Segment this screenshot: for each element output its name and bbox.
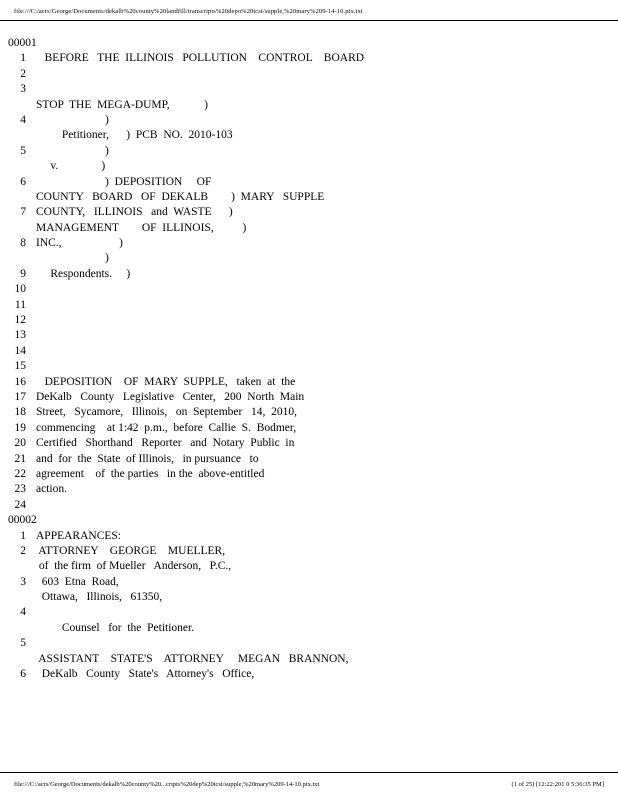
line-number: 9 (20, 267, 26, 280)
line-number: 12 (14, 314, 26, 327)
footer-divider (0, 772, 618, 773)
transcript-line (0, 482, 618, 497)
transcript-line (0, 498, 618, 513)
line-text: APPEARANCES: (36, 529, 121, 542)
header-divider (0, 20, 618, 21)
transcript-line (0, 621, 618, 636)
line-number: 1 (20, 529, 26, 542)
line-number: 24 (14, 498, 26, 511)
transcript-line (0, 128, 618, 143)
line-text: DeKalb County Legislative Center, 200 North Main (36, 390, 305, 403)
line-text: DEPOSITION OF MARY SUPPLE, taken at the (36, 375, 296, 388)
transcript-line (0, 544, 618, 559)
transcript-line (0, 313, 618, 328)
line-number: 16 (14, 375, 26, 388)
line-number: 3 (20, 575, 26, 588)
transcript-line (0, 267, 618, 282)
line-number: 5 (20, 144, 26, 157)
line-number: 20 (14, 437, 26, 450)
line-text: Petitioner, ) PCB NO. 2010-103 (36, 129, 233, 142)
transcript-line (0, 529, 618, 544)
transcript-line (0, 405, 618, 420)
transcript-line (0, 590, 618, 605)
line-text: Certified Shorthand Reporter and Notary Public in (36, 437, 295, 450)
line-text: Respondents. ) (36, 267, 131, 280)
line-text: ) (36, 144, 109, 157)
transcript-line (0, 205, 618, 220)
line-number: 21 (14, 452, 26, 465)
line-text: of the firm of Mueller Anderson, P.C., (36, 560, 232, 573)
transcript-line (0, 98, 618, 113)
line-number: 7 (20, 206, 26, 219)
transcript-line (0, 559, 618, 574)
line-number: 6 (20, 668, 26, 681)
transcript-line (0, 467, 618, 482)
transcript-line (0, 436, 618, 451)
line-number: 11 (14, 298, 26, 311)
line-text: and for the State of Illinois, in pursuance to (36, 452, 259, 465)
line-number: 23 (14, 483, 26, 496)
transcript-line (0, 652, 618, 667)
footer-page-status: (1 of 25) [12:22:201 0 5:36:35 PM] (511, 781, 604, 788)
transcript-line (0, 452, 618, 467)
transcript-line (0, 113, 618, 128)
transcript-line (0, 251, 618, 266)
line-text: Counsel for the Petitioner. (36, 621, 195, 634)
line-text: agreement of the parties in the above-entitled (36, 467, 265, 480)
line-number: 17 (14, 390, 26, 403)
line-number: 8 (20, 237, 26, 250)
transcript-body (0, 36, 618, 682)
transcript-line (0, 159, 618, 174)
line-text: COUNTY, ILLINOIS and WASTE ) (36, 206, 233, 219)
page-marker-line (0, 513, 618, 528)
transcript-line (0, 359, 618, 374)
line-text: STOP THE MEGA-DUMP, ) (36, 98, 208, 111)
footer-file-path: file:///C:/acrs/George/Documents/dekalb%20county%20...cripts%20dep%20tcst/supple,%20mary%209-14-10.ptx.txt (14, 781, 320, 788)
transcript-line (0, 575, 618, 590)
line-text: Ottawa, Illinois, 61350, (36, 591, 163, 604)
line-number: 4 (20, 113, 26, 126)
line-text: 603 Etna Road, (36, 575, 119, 588)
line-text: v. ) (36, 160, 106, 173)
transcript-line (0, 667, 618, 682)
transcript-line (0, 144, 618, 159)
page-number-marker: 00001 (8, 37, 37, 49)
transcript-line (0, 175, 618, 190)
line-number: 1 (20, 52, 26, 65)
page-number-marker: 00002 (8, 514, 37, 527)
transcript-line (0, 221, 618, 236)
line-text: INC., ) (36, 237, 123, 250)
transcript-line (0, 298, 618, 313)
line-text: ASSISTANT STATE'S ATTORNEY MEGAN BRANNON, (36, 652, 349, 665)
transcript-line (0, 328, 618, 343)
page-marker-line (0, 36, 618, 51)
transcript-line (0, 282, 618, 297)
line-text: action. (36, 483, 67, 496)
line-number: 13 (14, 329, 26, 342)
line-text: commencing at 1:42 p.m., before Callie S. Bodmer, (36, 421, 297, 434)
line-number: 14 (14, 344, 26, 357)
transcript-line (0, 190, 618, 205)
line-number: 2 (20, 67, 26, 80)
line-number: 2 (20, 544, 26, 557)
transcript-line (0, 236, 618, 251)
line-text: BEFORE THE ILLINOIS POLLUTION CONTROL BOARD (36, 52, 365, 65)
line-text: MANAGEMENT OF ILLINOIS, ) (36, 221, 247, 234)
line-number: 15 (14, 360, 26, 373)
line-text: COUNTY BOARD OF DEKALB ) MARY SUPPLE (36, 190, 325, 203)
transcript-line (0, 82, 618, 97)
line-number: 6 (20, 175, 26, 188)
transcript-line (0, 605, 618, 620)
transcript-line (0, 421, 618, 436)
transcript-line (0, 375, 618, 390)
line-number: 18 (14, 406, 26, 419)
line-text: DeKalb County State's Attorney's Office, (36, 668, 255, 681)
line-number: 3 (20, 83, 26, 96)
line-text: ATTORNEY GEORGE MUELLER, (36, 544, 226, 557)
line-number: 10 (14, 283, 26, 296)
header-file-url: file:///C:/acrs/George/Documents/dekalb%20county%20landfill/transcripts%20depo%20tcst/supple,%20mary%209-14-10.ptx.txt (14, 8, 363, 15)
transcript-line (0, 390, 618, 405)
line-text: ) (36, 113, 109, 126)
transcript-line (0, 636, 618, 651)
line-number: 22 (14, 467, 26, 480)
line-number: 19 (14, 421, 26, 434)
transcript-line (0, 51, 618, 66)
line-text: ) (36, 252, 109, 265)
transcript-line (0, 344, 618, 359)
line-text: ) DEPOSITION OF (36, 175, 212, 188)
line-number: 4 (20, 606, 26, 619)
transcript-line (0, 67, 618, 82)
line-text: Street, Sycamore, Illinois, on September 14, 2010, (36, 406, 297, 419)
line-number: 5 (20, 637, 26, 650)
